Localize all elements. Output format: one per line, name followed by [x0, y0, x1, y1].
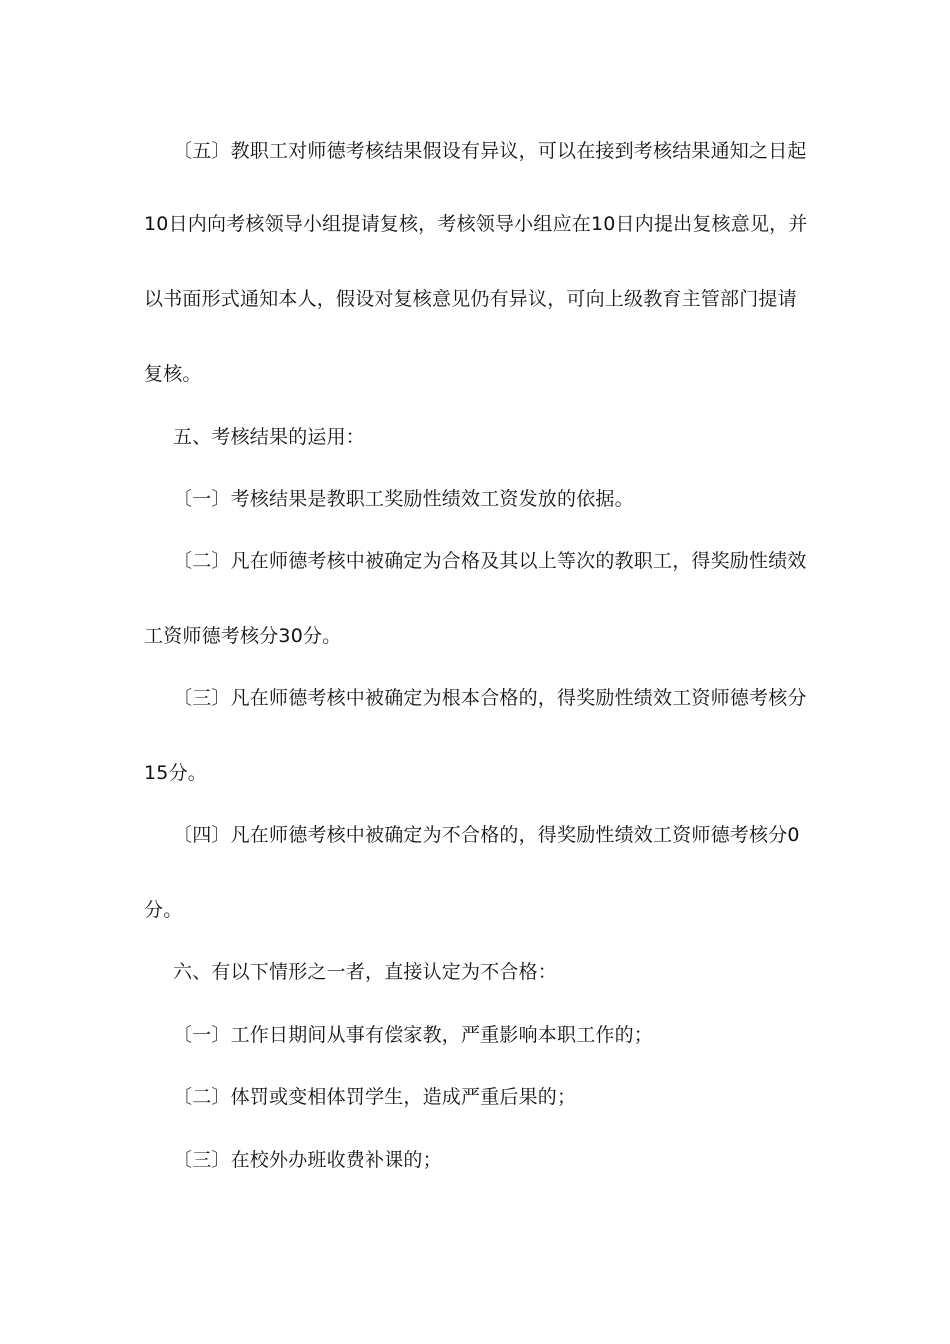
list-item: 〔二〕体罚或变相体罚学生，造成严重后果的；: [173, 1086, 577, 1108]
paragraph-line: 分。: [144, 899, 183, 921]
section-heading: 五、考核结果的运用：: [173, 426, 366, 448]
list-item: 〔一〕工作日期间从事有偿家教，严重影响本职工作的；: [173, 1024, 654, 1046]
paragraph-line: 复核。: [144, 363, 202, 385]
paragraph-line: 〔三〕凡在师德考核中被确定为根本合格的，得奖励性绩效工资师德考核分: [173, 687, 807, 709]
paragraph-line: 15分。: [144, 762, 207, 784]
paragraph-line: 〔一〕考核结果是教职工奖励性绩效工资发放的依据。: [173, 488, 634, 510]
paragraph-line: 10日内向考核领导小组提请复核，考核领导小组应在10日内提出复核意见，并: [144, 213, 808, 235]
section-heading: 六、有以下情形之一者，直接认定为不合格：: [173, 961, 558, 983]
paragraph-line: 以书面形式通知本人，假设对复核意见仍有异议，可向上级教育主管部门提请: [144, 288, 797, 310]
paragraph-line: 工资师德考核分30分。: [144, 625, 342, 647]
paragraph-line: 〔四〕凡在师德考核中被确定为不合格的，得奖励性绩效工资师德考核分0: [173, 824, 800, 846]
paragraph-line: 〔二〕凡在师德考核中被确定为合格及其以上等次的教职工，得奖励性绩效: [173, 550, 807, 572]
paragraph-line: 〔五〕教职工对师德考核结果假设有异议，可以在接到考核结果通知之日起: [173, 140, 807, 162]
list-item: 〔三〕在校外办班收费补课的；: [173, 1149, 442, 1171]
